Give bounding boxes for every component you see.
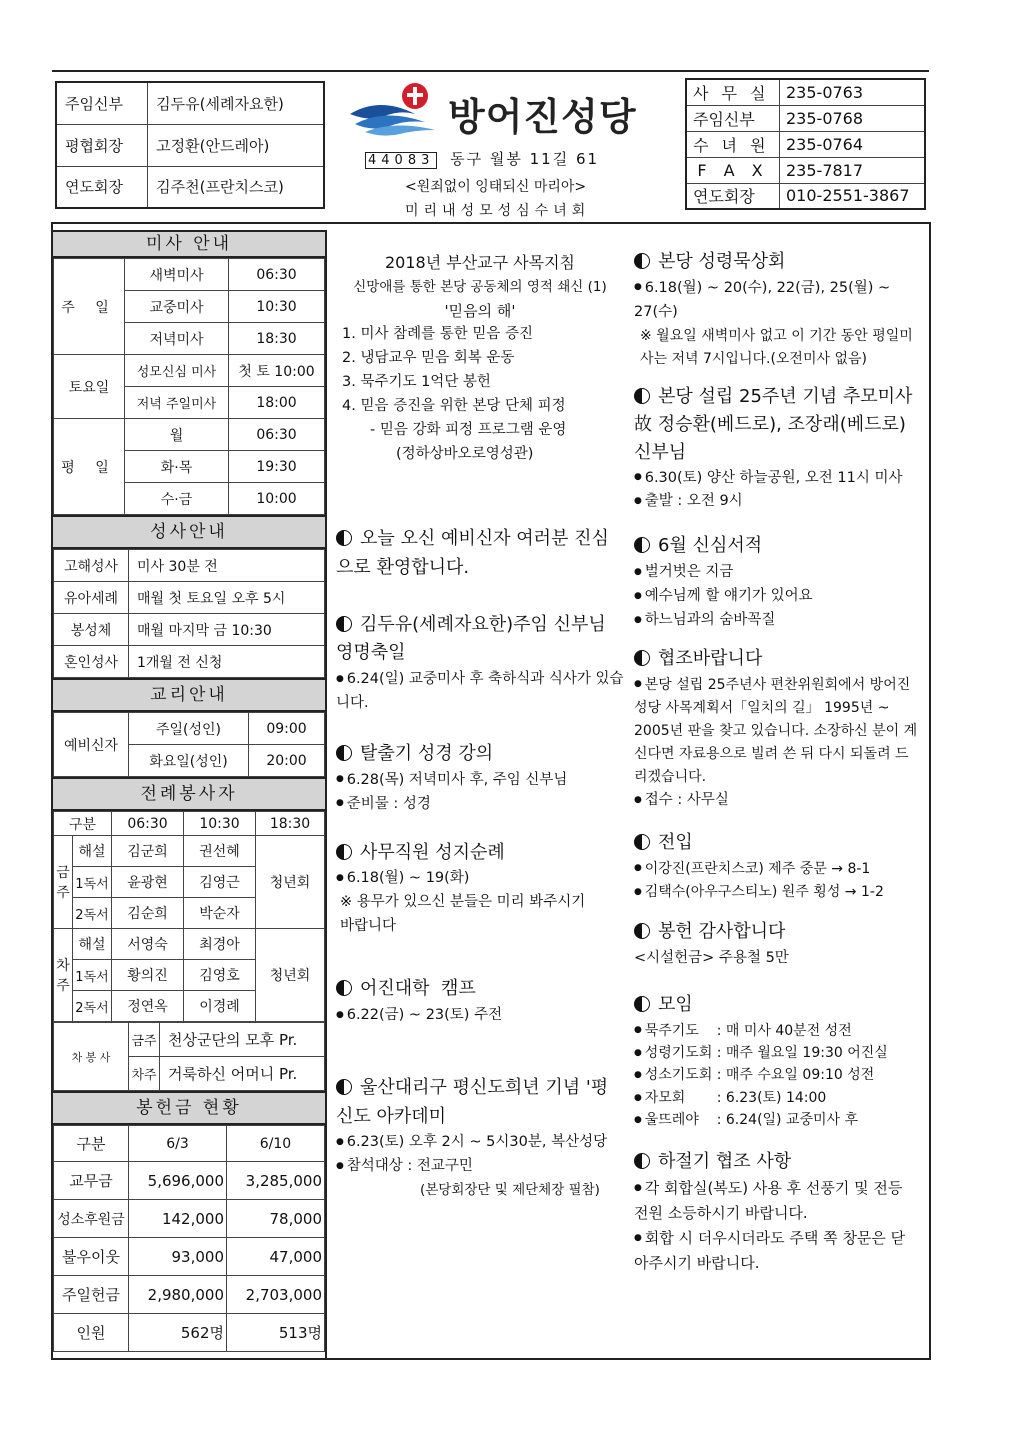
servers-head: 구분	[54, 812, 112, 836]
address-line	[365, 148, 599, 169]
mass-name: 저녁 주일미사	[125, 387, 229, 419]
mass-name: 수·금	[125, 483, 229, 515]
right-column	[634, 248, 919, 1275]
move-title: 전입	[658, 832, 693, 854]
half-circle-icon	[336, 844, 352, 860]
servers-person: 이경례	[184, 991, 256, 1022]
offering-value: 513명	[227, 1314, 325, 1352]
offering-item: 교무금	[54, 1162, 129, 1200]
mass-name: 저녁미사	[125, 323, 229, 355]
half-circle-icon	[336, 980, 352, 996]
half-circle-icon	[634, 388, 650, 404]
sisters-name: 미리내성모성심수녀회	[405, 203, 591, 219]
thanks-body: <시설헌금> 주용철 5만	[634, 949, 789, 966]
offering-table	[53, 1125, 325, 1352]
mass-name: 새벽미사	[125, 259, 229, 291]
memorial-heading	[634, 383, 919, 467]
contact-fax: 235-7817	[780, 157, 926, 183]
sacrament-name: 봉성체	[54, 614, 129, 646]
servers-person: 최경아	[184, 929, 256, 960]
meet-item: ● 울뜨레야 : 6.24(일) 교중미사 후	[634, 1109, 919, 1131]
memorial-title: 본당 설립 25주년 기념 추모미사 故 정승환(베드로), 조장래(베드로) 신부님	[634, 385, 913, 463]
half-circle-icon	[336, 1079, 352, 1095]
feast-heading	[336, 611, 624, 669]
servers-head: 06:30	[112, 812, 184, 836]
header-value: 김두유(세례자요한)	[148, 82, 324, 124]
meet-group: 묵주기도	[644, 1022, 699, 1039]
left-column	[53, 230, 325, 1352]
meet-time: 6.24(일) 교중미사 후	[725, 1112, 859, 1129]
half-circle-icon	[634, 1153, 650, 1169]
camp-date: ● 6.22(금) ~ 23(토) 주전	[336, 1004, 624, 1028]
meet-group: 성령기도회	[644, 1044, 713, 1061]
header-staff-table	[55, 81, 325, 209]
left-column-divider	[325, 230, 327, 1358]
contact-label: 수 녀 원	[686, 131, 780, 157]
meet-time: 매 미사 40분전 성전	[725, 1022, 852, 1039]
mass-time: 19:30	[229, 451, 325, 483]
offering-value: 142,000	[129, 1200, 227, 1238]
mass-time: 10:00	[229, 483, 325, 515]
staff-title: 사무직원 성지순례	[360, 841, 505, 863]
servers-table	[53, 811, 325, 1022]
mass-section-title: 미사 안내	[53, 230, 325, 258]
move-item: ● 김택수(아우구스티노) 원주 횡성 → 1-2	[634, 881, 919, 904]
mass-time: 06:30	[229, 259, 325, 291]
half-circle-icon	[336, 745, 352, 761]
sacrament-info: 1개월 전 신청	[129, 646, 325, 678]
exodus-item: ● 6.28(목) 저녁미사 후, 주임 신부님	[336, 769, 624, 793]
header-value: 김주천(프란치스코)	[148, 166, 324, 208]
move-heading	[634, 829, 919, 858]
offering-item: 인원	[54, 1314, 129, 1352]
half-circle-icon	[634, 834, 650, 850]
servers-role: 2독서	[73, 898, 112, 929]
mass-name: 화·목	[125, 451, 229, 483]
church-logo-icon	[345, 80, 445, 140]
servers-person: 서영숙	[112, 929, 184, 960]
academy-title: 울산대리구 평신도희년 기념 '평신도 아카데미	[336, 1076, 609, 1127]
half-circle-icon	[336, 616, 352, 632]
sacrament-section-title: 성사안내	[53, 515, 325, 549]
servers-role: 해설	[73, 836, 112, 867]
motto: <원죄없이 잉태되신 마리아>	[405, 179, 587, 195]
meet-item: ● 성령기도회 : 매주 월요일 19:30 어진실	[634, 1042, 919, 1064]
servers-person: 김영호	[184, 960, 256, 991]
offering-head: 6/10	[227, 1126, 325, 1162]
mass-day-label: 주 일	[54, 259, 125, 355]
meet-group: 자모회	[644, 1089, 686, 1106]
contact-table	[685, 78, 926, 210]
retreat-note: ※ 월요일 새벽미사 없고 이 기간 동안 평일미사는 저녁 7시입니다.(오전미사 없음)	[640, 327, 913, 367]
mass-day-label: 토요일	[54, 355, 125, 419]
meet-group: 성소기도회	[644, 1067, 713, 1084]
pastoral-subtitle: 신망애를 통한 본당 공동체의 영적 쇄신 (1)	[353, 279, 607, 296]
summer-item: ● 각 회합실(복도) 사용 후 선풍기 및 전등 전원 소등하시기 바랍니다.	[634, 1176, 919, 1226]
feast-body: ● 6.24(일) 교중미사 후 축하식과 식사가 있습니다.	[336, 668, 624, 716]
meet-list	[634, 1020, 919, 1132]
doctrine-time: 09:00	[249, 713, 325, 745]
feast-title: 김두유(세례자요한)주임 신부님 영명축일	[336, 613, 606, 664]
servers-person: 윤광현	[112, 867, 184, 898]
retreat-heading	[634, 248, 919, 277]
offering-head: 구분	[54, 1126, 129, 1162]
servers-person: 김영근	[184, 867, 256, 898]
staff-note: ※ 용무가 있으신 분들은 미리 봐주시기 바랍니다	[340, 894, 586, 935]
meet-item: ● 묵주기도 : 매 미사 40분전 성전	[634, 1020, 919, 1042]
choir-name: 거룩하신 어머니 Pr.	[160, 1057, 325, 1091]
servers-head: 10:30	[184, 812, 256, 836]
pastoral-item: 1. 미사 참례를 통한 믿음 증진	[342, 326, 533, 343]
meet-time: 매주 월요일 19:30 어진실	[725, 1044, 888, 1061]
doctrine-section-title: 교리안내	[53, 678, 325, 712]
servers-week-label: 금주	[54, 836, 73, 929]
welcome-text: 오늘 오신 예비신자 여러분 진심으로 환영합니다.	[336, 527, 609, 578]
postal-code: 44083	[365, 152, 437, 169]
memorial-item: ● 6.30(토) 양산 하늘공원, 오전 11시 미사	[634, 467, 919, 491]
sacrament-info: 매월 첫 토요일 오후 5시	[129, 582, 325, 614]
church-title: 방어진성당	[448, 95, 637, 139]
sacrament-name: 고해성사	[54, 550, 129, 582]
summer-item: ● 회합 시 더우시더라도 주택 쪽 창문은 닫아주시기 바랍니다.	[634, 1226, 919, 1276]
offering-item: 불우이웃	[54, 1238, 129, 1276]
book-item: ● 벌거벗은 지금	[634, 561, 919, 585]
retreat-dates: ● 6.18(월) ~ 20(수), 22(금), 25(월) ~ 27(수)	[634, 277, 919, 325]
meet-time: 매주 수요일 09:10 성전	[725, 1067, 875, 1084]
meet-title: 모임	[658, 993, 693, 1015]
choir-week: 차주	[129, 1057, 160, 1091]
half-circle-icon	[634, 996, 650, 1012]
contact-label: 사 무 실	[686, 79, 780, 105]
servers-role: 1독서	[73, 867, 112, 898]
offering-value: 93,000	[129, 1238, 227, 1276]
doctrine-label: 예비신자	[54, 713, 129, 777]
header-value: 고정환(안드레아)	[148, 124, 324, 166]
offering-value: 3,285,000	[227, 1162, 325, 1200]
staff-heading	[336, 839, 624, 868]
middle-column	[336, 250, 624, 1202]
academy-note: (본당회장단 및 제단체장 필참)	[420, 1182, 600, 1199]
mass-name: 성모신심 미사	[125, 355, 229, 387]
contact-label: F A X	[686, 157, 780, 183]
choir-table	[53, 1022, 325, 1091]
mass-time: 18:00	[229, 387, 325, 419]
pastoral-year: '믿음의 해'	[444, 301, 516, 320]
contact-phone: 010-2551-3867	[780, 183, 926, 209]
servers-person: 김군희	[112, 836, 184, 867]
half-circle-icon	[634, 537, 650, 553]
half-circle-icon	[634, 253, 650, 269]
mass-time: 10:30	[229, 291, 325, 323]
address: 동구 월봉 11길 61	[450, 150, 600, 168]
servers-youth: 청년회	[256, 836, 325, 929]
welcome-notice	[336, 525, 624, 583]
offering-item: 주일헌금	[54, 1276, 129, 1314]
offering-value: 562명	[129, 1314, 227, 1352]
offering-item: 성소후원금	[54, 1200, 129, 1238]
offering-value: 5,696,000	[129, 1162, 227, 1200]
choir-name: 천상군단의 모후 Pr.	[160, 1023, 325, 1057]
doctrine-class: 화요일(성인)	[129, 745, 249, 777]
meet-item: ● 자모회 : 6.23(토) 14:00	[634, 1087, 919, 1109]
servers-youth: 청년회	[256, 929, 325, 1022]
pastoral-item: 2. 냉담교우 믿음 회복 운동	[342, 350, 515, 367]
servers-person: 권선혜	[184, 836, 256, 867]
coop-heading	[634, 645, 919, 674]
servers-head: 18:30	[256, 812, 325, 836]
offering-section-title: 봉헌금 현황	[53, 1091, 325, 1125]
exodus-item: ● 준비물 : 성경	[336, 793, 624, 817]
servers-role: 2독서	[73, 991, 112, 1022]
offering-value: 78,000	[227, 1200, 325, 1238]
staff-date: ● 6.18(월) ~ 19(화)	[336, 867, 624, 891]
servers-section-title: 전례봉사자	[53, 777, 325, 811]
mass-time: 첫 토 10:00	[229, 355, 325, 387]
thanks-title: 봉헌 감사합니다	[658, 921, 786, 943]
half-circle-icon	[634, 650, 650, 666]
header-label: 평협회장	[56, 124, 148, 166]
choir-week: 금주	[129, 1023, 160, 1057]
mass-time: 18:30	[229, 323, 325, 355]
contact-label: 주임신부	[686, 105, 780, 131]
memorial-item: ● 출발 : 오전 9시	[634, 490, 919, 514]
half-circle-icon	[634, 923, 650, 939]
servers-week-label: 차주	[54, 929, 73, 1022]
servers-person: 김순희	[112, 898, 184, 929]
pastoral-title: 2018년 부산교구 사목지침	[385, 253, 575, 272]
pastoral-item: (정하상바오로영성관)	[396, 446, 534, 463]
summer-title: 하절기 협조 사항	[658, 1150, 792, 1172]
offering-head: 6/3	[129, 1126, 227, 1162]
exodus-heading	[336, 740, 624, 769]
thanks-heading	[634, 918, 919, 947]
contact-label: 연도회장	[686, 183, 780, 209]
doctrine-table	[53, 712, 325, 777]
exodus-title: 탈출기 성경 강의	[360, 742, 494, 764]
servers-role: 해설	[73, 929, 112, 960]
contact-phone: 235-0764	[780, 131, 926, 157]
mass-time: 06:30	[229, 419, 325, 451]
coop-body: ● 본당 설립 25주년사 편찬위원회에서 방어진성당 사목계획서「일치의 길」 1995년 ~ 2005년 판을 찾고 있습니다. 소장하신 분이 계신다면 자료용으로 빌려 쓴 뒤 다시 되돌려 드리겠습니다.	[634, 674, 919, 789]
academy-item: ● 참석대상 : 전교구민	[336, 1155, 624, 1179]
mass-name: 교중미사	[125, 291, 229, 323]
servers-person: 황의진	[112, 960, 184, 991]
doctrine-time: 20:00	[249, 745, 325, 777]
servers-person: 박순자	[184, 898, 256, 929]
meet-time: 6.23(토) 14:00	[725, 1089, 827, 1106]
coop-title: 협조바랍니다	[658, 647, 763, 669]
summer-heading	[634, 1148, 919, 1177]
mass-table	[53, 258, 325, 515]
retreat-title: 본당 성령묵상회	[658, 251, 786, 272]
sacrament-table	[53, 549, 325, 678]
sacrament-name: 혼인성사	[54, 646, 129, 678]
half-circle-icon	[336, 530, 352, 546]
meet-heading	[634, 991, 919, 1020]
move-item: ● 이강진(프란치스코) 제주 중문 → 8-1	[634, 858, 919, 881]
book-item: ● 예수님께 할 얘기가 있어요	[634, 585, 919, 609]
pastoral-item: - 믿음 강화 피정 프로그램 운영	[370, 422, 567, 439]
mass-day-label: 평 일	[54, 419, 125, 515]
offering-value: 2,703,000	[227, 1276, 325, 1314]
pastoral-item: 4. 믿음 증진을 위한 본당 단체 피정	[342, 398, 566, 415]
header-label: 연도회장	[56, 166, 148, 208]
coop-receipt: ● 접수 : 사무실	[634, 789, 919, 813]
book-item: ● 하느님과의 숨바꼭질	[634, 609, 919, 633]
mass-name: 월	[125, 419, 229, 451]
doctrine-class: 주일(성인)	[129, 713, 249, 745]
offering-value: 47,000	[227, 1238, 325, 1276]
meet-item: ● 성소기도회 : 매주 수요일 09:10 성전	[634, 1064, 919, 1086]
academy-item: ● 6.23(토) 오후 2시 ~ 5시30분, 복산성당	[336, 1131, 624, 1155]
contact-phone: 235-0763	[780, 79, 926, 105]
meet-group: 울뜨레야	[644, 1112, 699, 1129]
camp-title: 어진대학 캠프	[360, 978, 476, 1000]
servers-person: 정연옥	[112, 991, 184, 1022]
academy-heading	[336, 1074, 624, 1132]
contact-phone: 235-0768	[780, 105, 926, 131]
header-label: 주임신부	[56, 82, 148, 124]
top-rule	[52, 70, 929, 72]
sacrament-info: 매월 마지막 금 10:30	[129, 614, 325, 646]
pastoral-item: 3. 묵주기도 1억단 봉헌	[342, 374, 491, 391]
books-heading	[634, 532, 919, 561]
books-title: 6월 신심서적	[658, 535, 763, 557]
sacrament-name: 유아세례	[54, 582, 129, 614]
offering-value: 2,980,000	[129, 1276, 227, 1314]
choir-label: 차 봉 사	[54, 1023, 129, 1091]
sacrament-info: 미사 30분 전	[129, 550, 325, 582]
servers-role: 1독서	[73, 960, 112, 991]
camp-heading	[336, 975, 624, 1004]
